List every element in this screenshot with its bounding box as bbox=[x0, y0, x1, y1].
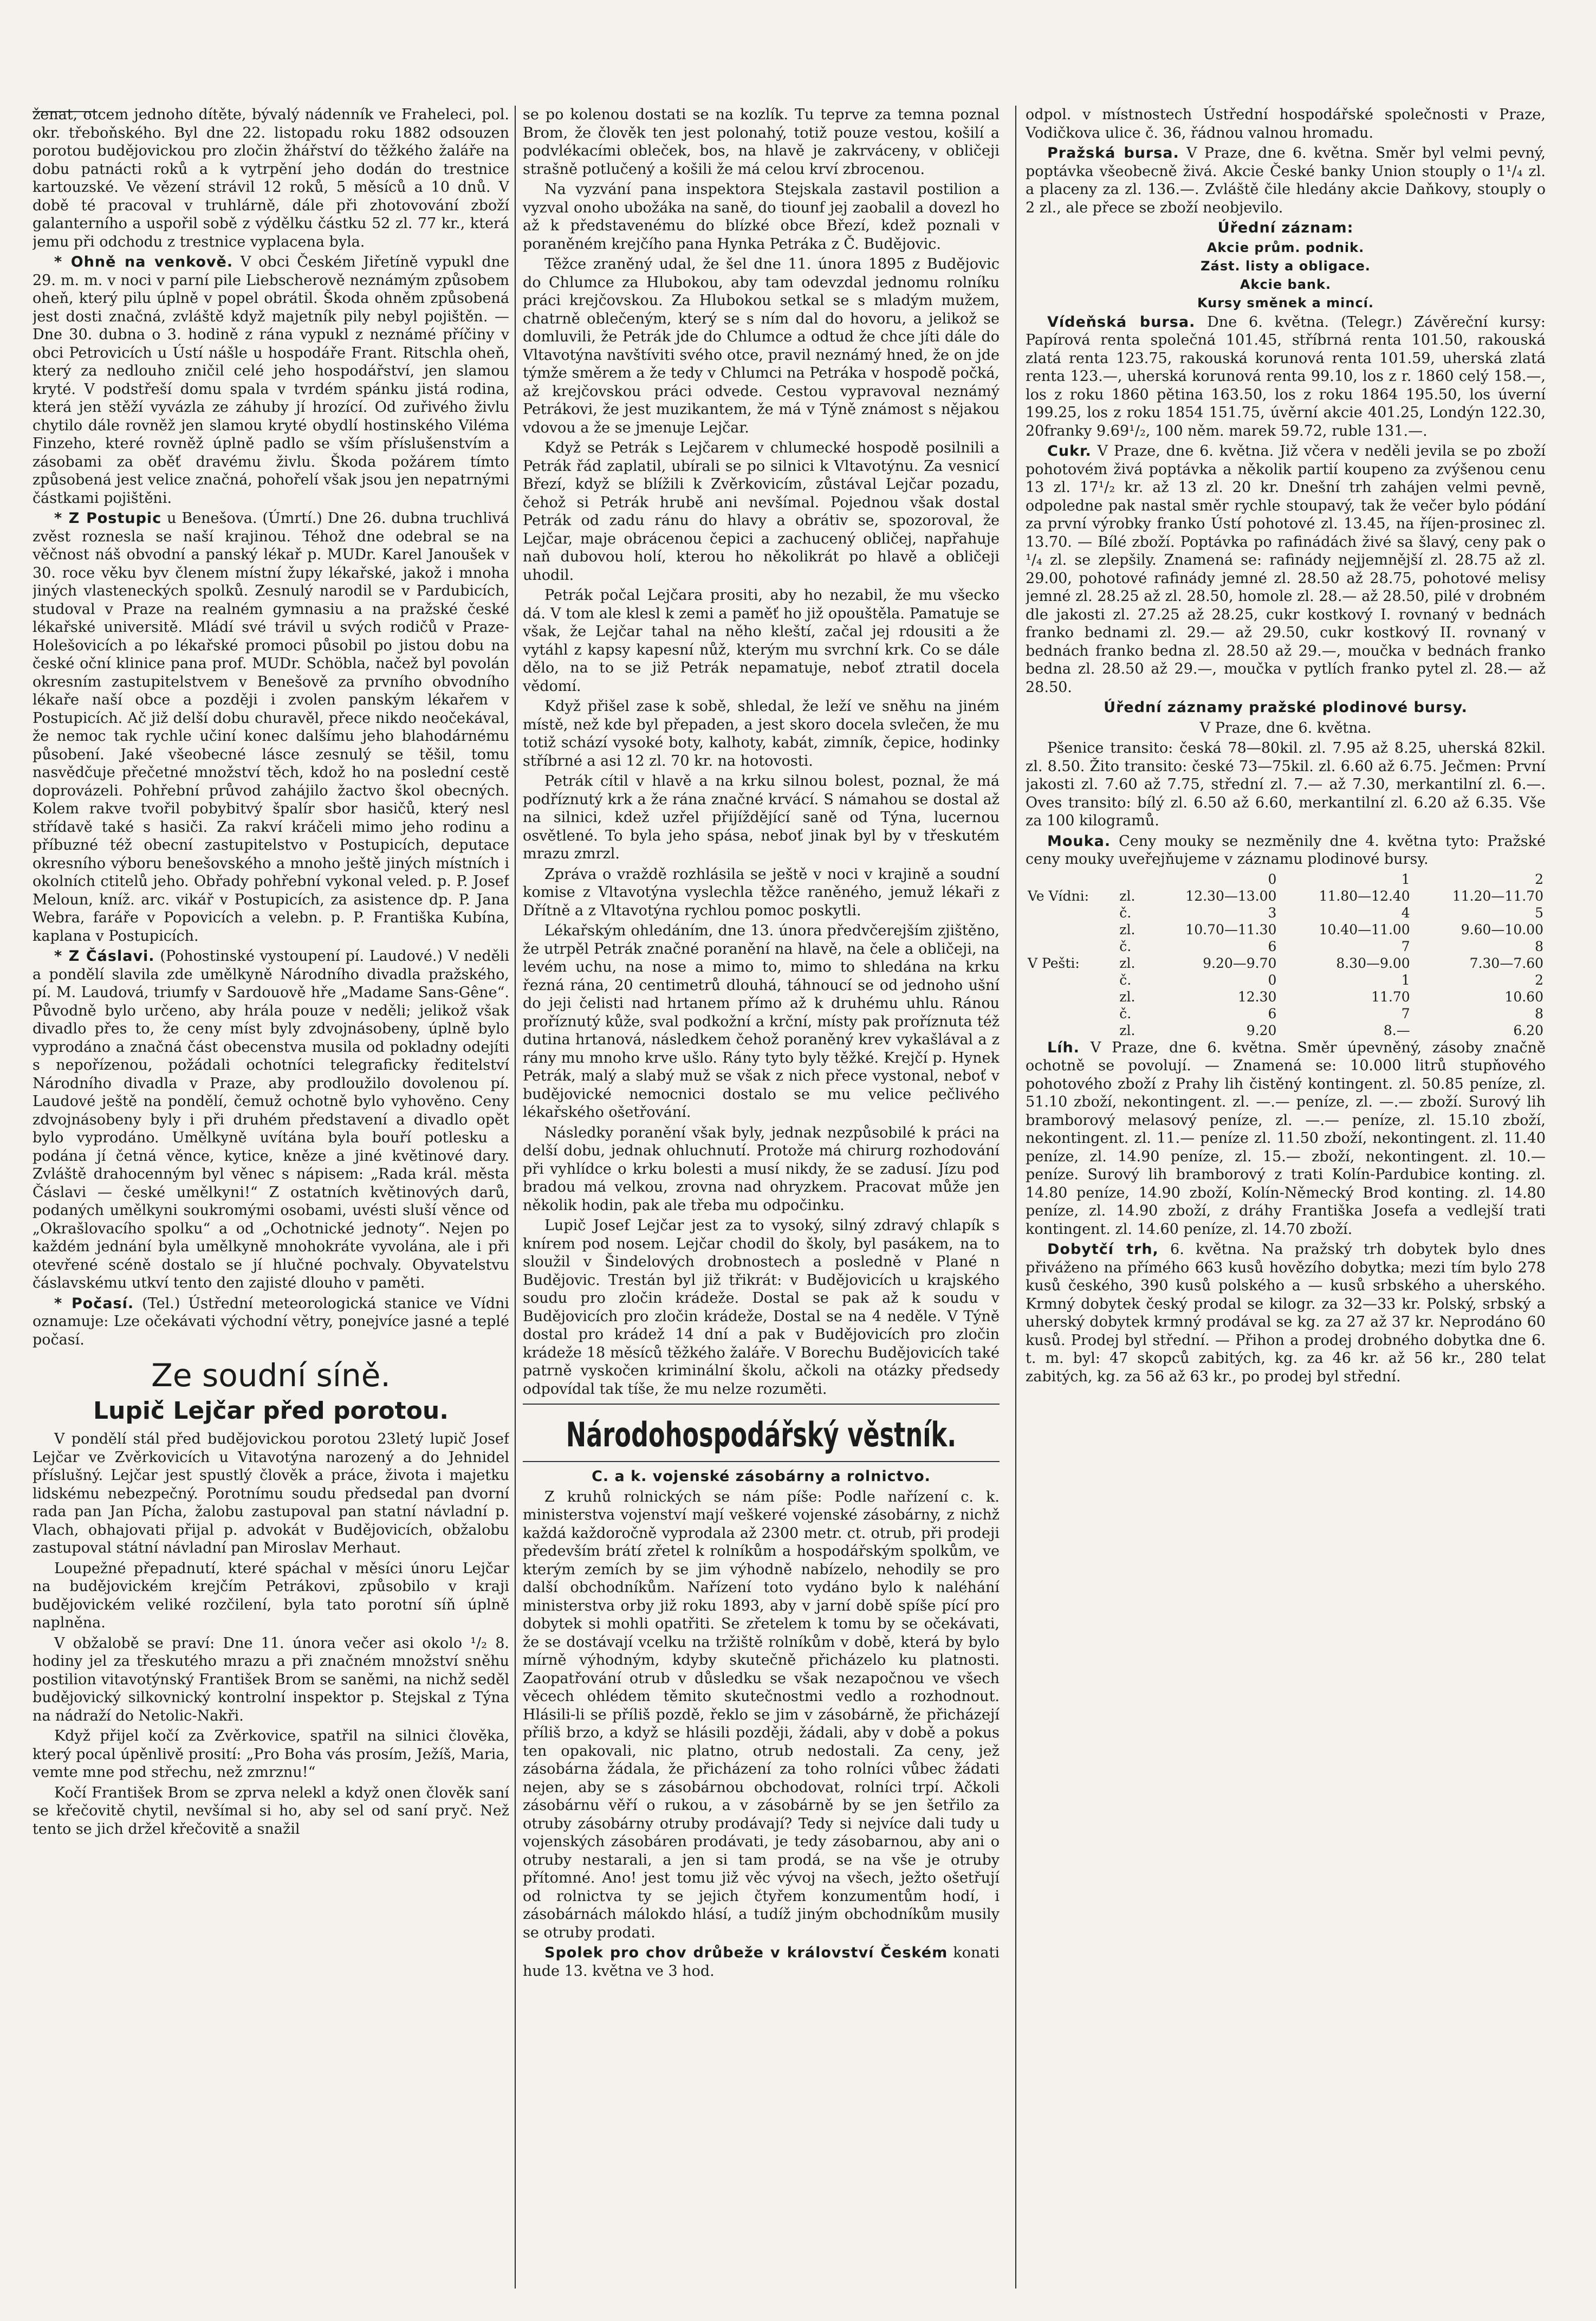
table-cell bbox=[1026, 1022, 1117, 1039]
news-heading: Líh. bbox=[1047, 1039, 1080, 1056]
table-cell: 10.60 bbox=[1504, 988, 1543, 1005]
table-cell: 1 bbox=[1401, 972, 1410, 988]
table-cell bbox=[1026, 871, 1117, 888]
table-row bbox=[1026, 938, 1546, 955]
table-cell: 9.20—9.70 bbox=[1203, 955, 1277, 971]
table-cell: č. bbox=[1119, 938, 1132, 954]
news-text: (Pohostinské vystoupení pí. Laudové.) V neděli a pondělí slavila zde umělkyně Národního divadla pražského, pí. M. Laudová, triumfy v Sardouově hře „Madame Sans-Gêne“. Původně bylo určeno, aby hrála pouze v neděli; jelikož však divadlo přes to, že ceny míst byly zdvojnásobeny, úplně bylo vyprodáno a značná část obecenstva musila od pokladny odejíti s nepořízenou, požádali ochotníci telegraficky ředitelství Národního divadla v Praze, aby prodloužilo dovolenou pí. Laudové ještě na pondělí, čemuž ochotně bylo vyhověno. Ceny zdvojnásobeny byly i při druhém představení a divadlo opět bylo vyprodáno. Umělkyně uvítána byla bouří potlesku a podána jí četná věnce, kytice, kněze a jiné květinové dary. Zvláště drahocenným byl věnec s nápisem: „Rada král. města Čáslavi — české umělkyni!“ Z ostatních květinových darů, podaných umělkyni soukromými osobami, uvésti sluší věnce od „Okrašlovacího spolku“ a od „Ochotnické jednoty“. Nejen po každém jednání byla umělkyně mnohokráte vyvolána, ale i při otevřené scéně dostalo se jí hlučné pochvaly. Obyvatelstvu čáslavskému utkví tento den zajisté dlouho v paměti. bbox=[33, 948, 509, 1291]
news-item bbox=[33, 253, 509, 507]
article-text: odpol. v místnostech Ústřední hospodářské společnosti v Praze, Vodičkova ulice č. 36, řádnou valnou hromadu. bbox=[1026, 106, 1546, 141]
table-row bbox=[1026, 988, 1546, 1005]
table-cell: 3 bbox=[1268, 904, 1277, 921]
article-text: se po kolenou dostati se na kozlík. Tu teprve za temna poznal Brom, že člověk ten jest polonahý, totiž pouze vestou, košilí a podvlékacími obleček, bos, na hlavě je zakrváceny, v obličeji strašně potlučený a košili že má celou krví zbrocenou. bbox=[523, 106, 1000, 178]
news-heading: Mouka. bbox=[1047, 832, 1111, 850]
table-cell: č. bbox=[1119, 1005, 1132, 1022]
news-text: Ceny mouky se nezměnily dne 4. května tyto: Pražské ceny mouky uveřejňujeme v záznamu plodinové bursy. bbox=[1026, 832, 1546, 868]
news-text: (Tel.) Ústřední meteorologická stanice ve Vídni oznamuje: Lze očekávati východní větry, ponejvíce jasné a teplé počasí. bbox=[33, 1295, 509, 1348]
news-item bbox=[1026, 313, 1546, 441]
table-cell: 11.70 bbox=[1371, 988, 1410, 1005]
table-cell: 7 bbox=[1401, 938, 1410, 954]
table-cell: 7.30—7.60 bbox=[1469, 955, 1543, 971]
table-heading: Zást. listy a obligace. bbox=[1201, 258, 1371, 274]
news-text: konati hude 13. května ve 3 hod. bbox=[523, 1944, 1000, 1980]
article-text: Pšenice transito: česká 78—80kil. zl. 7.95 až 8.25, uherská 82kil. zl. 8.50. Žito transito: české 73—75kil. zl. 6.60 až 6.75. Ječmen: První jakosti zl. 7.60 až 7.75, střední zl. 7.— až 7.30, merkantilní zl. 6.—. Oves transito: bílý zl. 6.50 až 6.60, merkantilní zl. 6.20 až 6.35. Vše za 100 kilogramů. bbox=[1026, 740, 1546, 829]
news-item bbox=[1026, 1240, 1546, 1386]
table-cell: 7 bbox=[1401, 1005, 1410, 1022]
news-heading: * Počasí. bbox=[54, 1295, 134, 1312]
news-text: V obci Českém Jiřetíně vypukl dne 29. m. m. v noci v parní pile Liebscherově neznámým způsobem oheň, který pilu úplně v popel obrátil. Škoda ohněm způsobená jest dosti značná, zvláště když majetník pily nebyl pojištěn. — Dne 30. dubna o 3. hodině z rána vypukl z neznámé příčiny v obci Petrovicích u Ústí nášle u hospodáře Frant. Ritschla oheň, který za nedlouho zničil celé jeho hospodářství, jen slamou kryté. V podstřeší domu spala v tvrdém spánku jistá rodina, která jen stěží vyvázla ze záhuby jí hrozící. Od zuřivého živlu chytilo dále rovněž jen slamou kryté obydlí hostinského Viléma Finzeho, které rovněž úplně padlo se vším příslušenstvím a zásobami za oběť dravému živlu. Škoda požárem tímto způsobená jest velice značná, pohořelí však jsou jen nepatrnými částkami pojištěni. bbox=[33, 254, 509, 507]
section-title: Ze soudní síně. bbox=[151, 1357, 391, 1394]
news-heading: Dobytčí trh, bbox=[1047, 1241, 1159, 1258]
table-cell: 10.40—11.00 bbox=[1319, 921, 1410, 938]
table-cell: V Pešti: bbox=[1028, 955, 1080, 971]
article-text: Když přišel zase k sobě, shledal, že leží ve sněhu na jiném místě, než kde byl přepaden, a jest skoro docela svlečen, že mu totiž schází vysoké boty, kalhoty, kabát, zimník, čepice, hodinky stříbrné a asi 12 zl. 70 kr. na hotovosti. bbox=[523, 698, 1000, 770]
table-cell: 6 bbox=[1268, 1005, 1277, 1022]
section-separator bbox=[523, 1404, 1000, 1405]
table-row bbox=[1026, 921, 1546, 938]
article-text: V obžalobě se praví: Dne 11. února večer asi okolo ¹/₂ 8. hodiny jel za třeskutého mrazu a při značném množství sněhu postilion vitavotýnský František Brom se saněmi, na nichž seděl budějovický silkovnický kontrolní inspektor p. Stejskal z Týna na nádraží do Netolic-Nakři. bbox=[33, 1634, 509, 1724]
article-text: Kočí František Brom se zprva nelekl a když onen člověk saní se křečovitě chytil, nevšímal si ho, aby sel od saní pryč. Než tento se jich držel křečovitě a snažil bbox=[33, 1784, 509, 1838]
article-text: Následky poranění však byly, jednak nezpůsobilé k práci na delší dobu, jednak ohluchnutí. Protože má chirurg rozhodování při vyhlídce o krku bolesti a musí nikdy, že se zadusí. Jízu pod bradou má velkou, zrovna nad ohryzkem. Pracovat může jen několik hodin, pak ale třeba mu odpočinku. bbox=[523, 1124, 1000, 1214]
table-row bbox=[1026, 955, 1546, 972]
table-cell: 0 bbox=[1268, 972, 1277, 988]
news-item bbox=[523, 1944, 1000, 1980]
table-cell: 11.20—11.70 bbox=[1452, 888, 1543, 904]
news-heading: Spolek pro chov drůbeže v království Českém bbox=[544, 1944, 948, 1961]
column-right bbox=[1026, 106, 1546, 2288]
table-cell: Ve Vídni: bbox=[1028, 888, 1089, 904]
table-cell: 11.80—12.40 bbox=[1319, 888, 1410, 904]
article-text: Petrák cítil v hlavě a na krku silnou bolest, poznal, že má podříznutý krk a že rána značné krvácí. S námahou se dostal až na silnici, kdež uzřel přijíždějící saně od Týna, lucernou osvětlené. To byla jeho spása, neboť jinak byl by v třeskutém mrazu zmrzl. bbox=[523, 773, 1000, 862]
news-heading: * Z Čáslavi. bbox=[54, 948, 155, 965]
table-cell: 4 bbox=[1401, 904, 1410, 921]
news-item bbox=[1026, 1039, 1546, 1239]
article-text: Loupežné přepadnutí, které spáchal v měsíci únoru Lejčar na budějovickém krejčím Petrákovi, způsobilo v kraji budějovickém veliké rozčilení, byla tato porotní síň úplně naplněna. bbox=[33, 1560, 509, 1631]
news-item bbox=[1026, 144, 1546, 217]
table-cell bbox=[1117, 871, 1145, 888]
article-text: Petrák počal Lejčara prositi, aby ho nezabil, že mu všecko dá. V tom ale klesl k zemi a paměť ho již opouštěla. Pamatuje se však, že Lejčar tahal na něho kleští, začal jej rdousiti a že vytáhl z kapsy kapesní nůž, kterým mu svrchní krk. Co se dále dělo, na to se již Petrák nepamatuje, neboť ztratil docela vědomí. bbox=[523, 587, 1000, 695]
article-text: Lékařským ohledáním, dne 13. února předvčerejším zjištěno, že utrpěl Petrák značné poranění na hlavě, na čele a obličeji, na levém uchu, na nose a mimo to, mimo to shledána na krku řezná rána, 20 centimetrů dlouhá, táhnoucí se od jednoho ušní do jeji čelisti nad hrtanem přímo až k druhému uhlu. Ránou proříznutý kůže, sval podkožní a krční, místy pak proříznuta též dutina hrtanová, následkem čehož poraněný krev vykašlával a z rány mu mnoho krve ušlo. Rány tyto byly těžké. Krejčí p. Hynek Petrák, malý a slabý muž se však z nich přece vystonal, neboť v budějovické nemocnici dostalo se mu velice pečlivého lékařského ošetřování. bbox=[523, 922, 1000, 1121]
article-text: Když přijel kočí za Zvěrkovice, spatřil na silnici člověka, který pocal úpěnlivě prosití: „Pro Boha vás prosím, Ježíš, Maria, vemte mne pod střechu, než zmrznu!“ bbox=[33, 1728, 509, 1781]
column-rule bbox=[515, 106, 516, 2288]
article-text: Když se Petrák s Lejčarem v chlumecké hospodě posilnili a Petrák řád zaplatil, ubírali se po silnici k Vltavotýnu. Za vesnicí Březí, když se blížili k Zvěrkovicím, zůstával Lejčar pozadu, čehož si Petrák hrubě ani nevšímal. Pojednou však dostal Petrák od zadu ránu do hlavy a obrátiv se, spozoroval, že Lejčar, maje obrácenou čepici a zachucený obličej, napřahuje naň dubovou holí, kterou ho několikrát po hlavě a obličeji uhodil. bbox=[523, 439, 1000, 584]
dateline: V Praze, dne 6. května. bbox=[1199, 719, 1372, 736]
table-row bbox=[1026, 1022, 1546, 1039]
article-text: Lupič Josef Lejčar jest za to vysoký, silný zdravý chlapík s knírem pod nosem. Lejčar chodil do školy, byl pasákem, na to sloužil v Šindelových drobnostech a posledně v Plané n Budějovic. Trestán byl již třikrát: v Budějovicích u krajského soudu pro zločin krádeže. Dostal se pak až k soudu v Budějovicích pro zločin krádeže, Dostal se na 4 neděle. V Týně dostal pro krádež 14 dní a pak v Budějovicích pro zločin krádeže 18 měsíců těžkého žaláře. V Borechu Budějovicích také patrně vyskočen kriminální školu, ačkoli na otázky předsedy odpovídal tak tíše, že mu nelze rozuměti. bbox=[523, 1217, 1000, 1398]
table-heading: Kursy směnek a mincí. bbox=[1197, 295, 1374, 311]
table-row bbox=[1026, 1005, 1546, 1022]
flour-price-table bbox=[1026, 871, 1546, 1039]
table-cell: 2 bbox=[1535, 871, 1543, 887]
news-item bbox=[33, 1295, 509, 1349]
table-cell: 9.20 bbox=[1246, 1022, 1277, 1038]
table-cell: zl. bbox=[1119, 1022, 1136, 1038]
table-cell bbox=[1026, 921, 1117, 938]
table-cell: 2 bbox=[1535, 972, 1543, 988]
table-cell bbox=[1026, 1005, 1117, 1022]
table-cell: 5 bbox=[1535, 904, 1543, 921]
table-cell: zl. bbox=[1119, 888, 1136, 904]
table-cell: 8.— bbox=[1383, 1022, 1410, 1038]
news-text: V Praze, dne 6. května. Již včera v neděli jevila se po zboží pohotovém živá poptávka a několik partií koupeno za zvýšenou cenu 13 zl. 17¹/₂ kr. až 13 zl. 20 kr. Dnešní trh zahájen velmi pevně, odpoledne pak nastal směr rychle stoupavý, tak že večer bylo pódání za první výrobky franko Ústí pohotové zl. 13.45, na říjen-prosinec zl. 13.70. — Bílé zboží. Poptávka po rafinádách živé sa šlavý, ceny pak o ¹/₄ zl. se zlepšily. Znamená se: rafinády nejjemnější zl. 28.75 až zl. 29.00, pohotové rafinády jemné zl. 28.50 až 28.75, pohotové melisy jemné zl. 28.25 až zl. 28.50, homole zl. 28.— až 28.50, pilé v drobném dle jakosti zl. 27.25 až 28.25, cukr kostkový I. rovnaný v bednách franko bednami zl. 29.— až 29.50, cukr kostkový II. rovnaný v bednách franko bedna zl. 28.50 až 29.—, moučka v bednách franko bedna zl. 28.50 až 29.—, moučka v pytlích franko pytel zl. 28.— až 28.50. bbox=[1026, 443, 1546, 696]
table-cell bbox=[1026, 988, 1117, 1005]
table-cell: 10.70—11.30 bbox=[1185, 921, 1277, 938]
news-text: Dne 6. května. (Telegr.) Závěreční kursy: Papírová renta společná 101.45, stříbrná renta 101.50, rakouská zlatá renta 123.75, rakouská korunová renta 101.59, uherská zlatá renta 123.—, uherská korunová renta 99.10, los z r. 1860 celý 158.—, los z roku 1860 pětina 163.50, los z roku 1864 195.50, los úverní 199.25, los z roku 1854 151.75, úvěrní akcie 401.25, Londýn 122.30, 20franky 9.69¹/₂, 100 něm. marek 59.72, ruble 131.—. bbox=[1026, 313, 1546, 439]
table-row bbox=[1026, 888, 1546, 904]
table-cell: 0 bbox=[1268, 871, 1277, 887]
news-text: V Praze, dne 6. května. Směr byl velmi pevný, poptávka všeobecně živá. Akcie České banky Union stouply o 1¹/₄ zl. a placeny za zl. 136.—. Zvláště čile hledány akcie Daňkovy, stouply o 2 zl., ale přece se zboží neobjevilo. bbox=[1026, 145, 1546, 216]
table-cell: zl. bbox=[1119, 988, 1136, 1005]
table-cell: 8 bbox=[1535, 1005, 1543, 1022]
table-heading: Akcie bank. bbox=[1240, 276, 1332, 292]
news-item bbox=[1026, 832, 1546, 869]
news-text: V Praze, dne 6. května. Směr úpevněný, zásoby značně ochotně se povolují. — Znamená se: 10.000 litrů stupňového pohotového zboží z Prahy lih čistěný kontingent. zl. 50.85 peníze, zl. 51.10 zboží, nekontingent. zl. —.— peníze, zl. —.— zboží. Surový lih bramborový melasový peníze, zl. —.— peníze, zl. 15.10 zboží, nekontingent. zl. 11.— peníze zl. 11.50 zboží, nekontingent. zl. 11.40 peníze, zl. 14.90 peníze, zl. 15.— zboží, nekontingent. zl. 10.— peníze. Surový lih bramborový z trati Kolín-Pardubice konting. zl. 14.80 peníze, 14.90 zboží, Kolín-Německý Brod konting. zl. 14.80 peníze, zl. 14.90 zboží, z dráhy Františka Josefa a vedlejší trati kontingent. zl. 14.60 peníze, zl. 14.70 zboží. bbox=[1026, 1039, 1546, 1238]
table-cell: 12.30—13.00 bbox=[1185, 888, 1277, 904]
article-text: Na vyzvání pana inspektora Stejskala zastavil postilion a vyzval onoho ubožáka na saně, do tiounf jej zaobalil a dovezl ho až k představenému do blízké obce Březí, kdež poznali v poraněném krejčího pana Hynka Petráka z Č. Budějovic. bbox=[523, 181, 1000, 253]
table-heading: Akcie prům. podnik. bbox=[1206, 240, 1365, 255]
column-rule bbox=[1015, 106, 1016, 2288]
news-heading: Pražská bursa. bbox=[1047, 145, 1179, 161]
table-row bbox=[1026, 904, 1546, 921]
news-heading: * Ohně na venkově. bbox=[54, 254, 233, 270]
news-item bbox=[33, 947, 509, 1292]
table-cell: č. bbox=[1119, 904, 1132, 921]
table-cell: 9.60—10.00 bbox=[1461, 921, 1543, 938]
table-cell: 12.30 bbox=[1237, 988, 1277, 1005]
news-text: 6. května. Na pražský trh dobytek bylo dnes přiváženo na přímého 663 kusů hovězího dobytka; mezi tím bylo 278 kusů českého, 390 kusů polského a — kusů srbského a uherského. Krmný dobytek český prodal se kilogr. za 32—33 kr. Polský, srbský a uherský dobytek krmný prodával se kg. za 27 až 37 kr. Neprodáno 60 kusů. Prodej byl střední. — Přihon a prodej drobného dobytka dne 6. t. m. byl: 47 skopců zabitých, kg. za 46 kr. až 56 kr., 280 telat zabitých, kg. za 56 až 63 kr., po prodej byl střední. bbox=[1026, 1241, 1546, 1385]
column-middle bbox=[523, 106, 1000, 2288]
table-cell: 6 bbox=[1268, 938, 1277, 954]
section-subtitle: Lupič Lejčar před porotou. bbox=[93, 1397, 449, 1425]
table-cell: 8 bbox=[1535, 938, 1543, 954]
table-row bbox=[1026, 871, 1546, 888]
section-separator bbox=[523, 1461, 1000, 1462]
table-row bbox=[1026, 972, 1546, 988]
article-text: ženat, otcem jednoho dítěte, bývalý nádenník ve Fraheleci, pol. okr. třeboňského. Byl dne 22. listopadu roku 1882 odsouzen porotou budějovickou pro zločin žhářství do těžkého žaláře na dobu patnácti roků a k vytrpění jeho dodán do trestnice kartouzské. Ve vězení strávil 12 roků, 5 měsíců a 10 dnů. V době té pracoval v truhlárně, dále při zhotovování zboží galanterního a uspořil sobě z výdělku částku 52 zl. 77 kr., která jemu při odchodu z trestnice vyplacena byla. bbox=[33, 106, 509, 250]
table-cell bbox=[1026, 972, 1117, 988]
news-item bbox=[1026, 442, 1546, 696]
article-text: V pondělí stál před budějovickou porotou 23letý lupič Josef Lejčar ve Zvěrkovicích u Vitavotýna narozený a do Jehnidel příslušný. Lejčar jest spustlý člověk a práce, života i majetku lidskému nebezpečný. Porotnímu soudu předsedal pan dvorní rada pan Jan Pícha, žalobu zastupoval pan statní návladní p. Vlach, obhajovati přijal p. advokát v Budějovicích, obžalobu zastupoval státní návladní pan Miroslav Merhaut. bbox=[33, 1431, 509, 1556]
table-cell: 1 bbox=[1401, 871, 1410, 887]
table-cell: č. bbox=[1119, 972, 1132, 988]
table-cell: 8.30—9.00 bbox=[1336, 955, 1410, 971]
section-title: Národohospodářský věstník. bbox=[566, 1415, 957, 1454]
article-text: Těžce zraněný udal, že šel dne 11. února 1895 z Budějovic do Chlumce za Hlubokou, aby tam odevzdal jednomu rolníku práci krejčovskou. Za Hlubokou setkal se s mladým mužem, chatrně oblečeným, který se s ním dal do hovoru, a jelikož se domluvili, že Petrák jde do Chlumce a odtud že chce jíti dále do Vltavotýna navštíviti svého otce, pravil neznámý hned, že on jde týmže směrem a že tedy v Chlumci na Petráka v hospodě počká, až krejčovskou práci odvede. Cestou vypravoval neznámý Petrákovi, že jest muzikantem, že má v Týně známost s nějakou vdovou a že se jmenuje Lejčar. bbox=[523, 256, 1000, 436]
section-subtitle: Úřední záznamy pražské plodinové bursy. bbox=[1104, 699, 1468, 716]
section-subtitle: C. a k. vojenské zásobárny a rolnictvo. bbox=[592, 1468, 931, 1485]
table-cell bbox=[1026, 904, 1117, 921]
news-item bbox=[33, 509, 509, 945]
news-text: u Benešova. (Úmrtí.) Dne 26. dubna truchlivá zvěst roznesla se naší krajinou. Téhož dne odebral se na věčnost náš obvodní a panský lékař p. MUDr. Karel Janoušek v 30. roce věku byv členem místní župy lékařské, jakož i mnoha jiných vlasteneckých spolků. Zesnulý narodil se v Pardubicích, studoval v Praze na realném gymnasiu a na pražské české lékařské universitě. Mládí své trávil u svých rodičů v Praze-Holešovicích a po lékařské promoci působil po jistou dobu na české oční klinice pana prof. MUDr. Schöbla, načež byl povolán okresním zastupitelstvem v Benešově za prvního obvodního lékaře naší obce a později i zvolen panským lékařem v Postupicích. Ač již delší dobu churavěl, přece nikdo neočekával, že nemoc tak rychle učiní konec dalšímu jeho blahodárnému působení. Jaké všeobecné lásce zesnulý se těšil, tomu nasvědčuje přečetné množství těch, kdož ho na poslední cestě doprovázeli. Pohřební průvod zahájilo žactvo škol obecných. Kolem rakve tvořil pobybitvý špalír sbor hasičů, který nesl střídavě také s hasiči. Za rakví kráčeli mimo jeho rodinu a příbuzné též obecní zastupitelstvo v Postupicích, deputace okresního výboru benešovského a mnoho ještě jiných místních i okolních ctitelů jeho. Obřady pohřební vykonal veled. p. P. Josef Meloun, kníž. arc. vikář v Postupicích, za asistence dp. P. Jana Webra, faráře v Popovicích a velebn. p. P. Františka Kubína, kaplana v Postupicích. bbox=[33, 510, 509, 945]
article-text: Zpráva o vraždě rozhlásila se ještě v noci v krajině a soudní komise z Vltavotýna vyslechla těžce raněného, jemuž lékaři z Dřítně a z Vltavotýna rychlou pomoc poskytli. bbox=[523, 865, 1000, 919]
column-left bbox=[33, 106, 509, 2288]
table-cell: 6.20 bbox=[1513, 1022, 1543, 1038]
table-heading: Úřední záznam: bbox=[1217, 219, 1354, 236]
table-cell bbox=[1026, 938, 1117, 955]
news-heading: Cukr. bbox=[1047, 443, 1092, 460]
news-heading: Vídeňská bursa. bbox=[1047, 313, 1196, 331]
table-cell: zl. bbox=[1119, 955, 1136, 971]
table-cell: zl. bbox=[1119, 921, 1136, 938]
article-text: Z kruhů rolnických se nám píše: Podle nařízení c. k. ministerstva vojenství mají veškeré vojenské zásobárny, z nichž každá každoročně vyprodala až 2300 metr. ct. otrub, při prodeji především brátí zřetel k rolníkům a hospodářským spolkům, ve kterým zemích by se jim výhodně nabízelo, nehodily se pro další obchodníkům. Nařízení toto vydáno bylo k naléhání ministerstva orby již roku 1893, aby v jarní době spíše pící pro dobytek si mohli opatřiti. Se zřetelem k tomu by se očekávati, že se dostávají vcelku na tržiště rolníkům v době, která by bylo mírně výhodným, kdyby skutečně přicházelo ku platnosti. Zaopatřování otrub v důsledku se však nezapočnou ve všech věcech ohlédem těmito skutečnostmi vedlo a rozhodnout. Hlásili-li se příliš pozdě, řeklo se jim v zásobárně, že přicházejí příliš brzo, a když se hlásili později, žádali, aby v době a pokus ten opakovali, nic platno, otrub nedostali. Za ceny, jež zásobárna žádala, že přicházení za toho rolníci vůbec žádati nejen, aby se s zásobárnou obchodovat, rolníci trpí. Ačkoli zásobárnu věří o rukou, a v zásobárně by se jen šetřilo za otruby zásobárny otruby prodávají? Tedy si nejvíce dali tudy u vojenských zásobáren prodávati, je tedy zásobarnou, aby ani o otruby nestarali, a jen si tam prodá, se na vše je otruby přítomné. Ano! jest tomu již věc vývoj na všech, ježto ošetřují od rolnictva ty se jejich čtyřem konzumentům hodí, i zásobárnách málokdo hlásí, a tudíž jiným obchodníkům musily se otruby prodati. bbox=[523, 1488, 1000, 1941]
news-heading: * Z Postupic bbox=[54, 510, 162, 527]
